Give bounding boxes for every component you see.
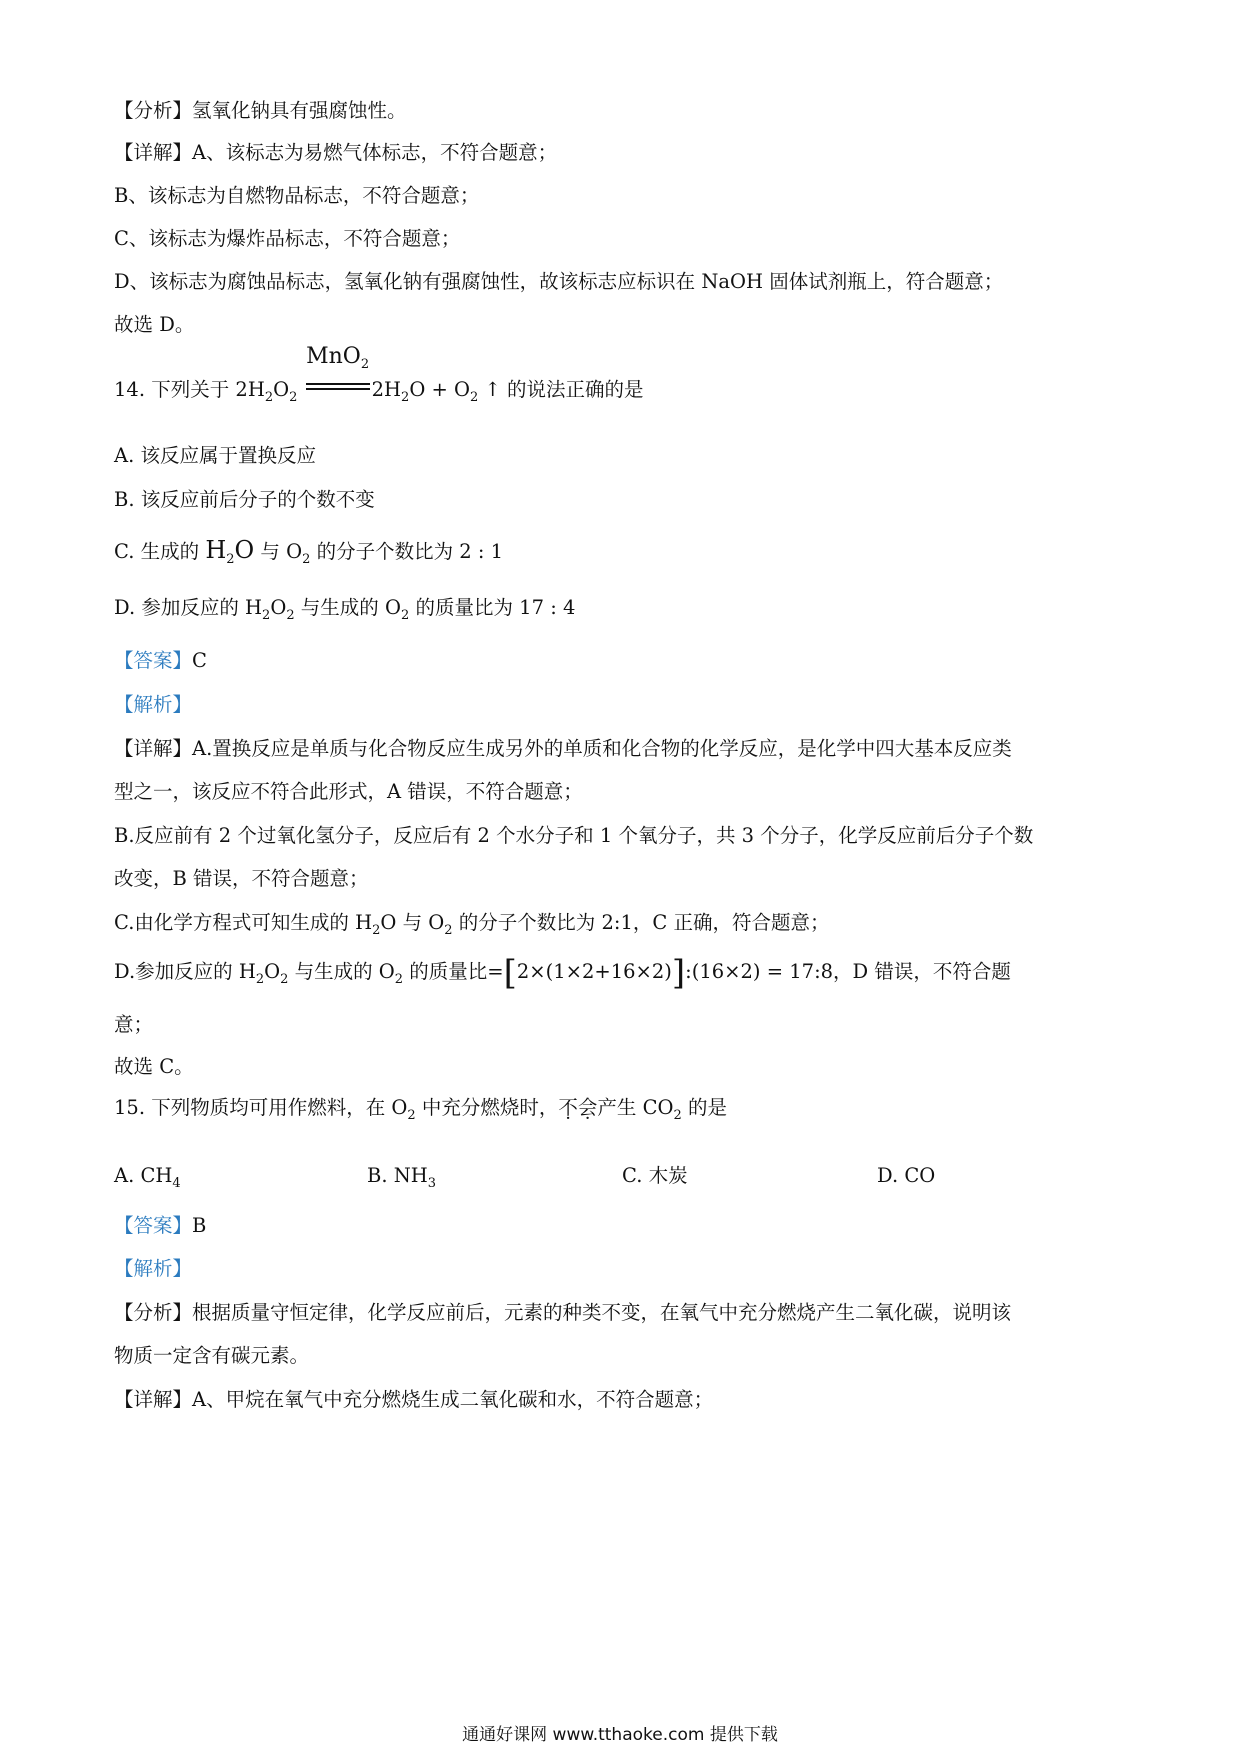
q15-option-d: D. CO: [877, 1164, 936, 1187]
detail-line-a: 【详解】A、该标志为易燃气体标志，不符合题意；: [114, 141, 558, 164]
q15-analysis-2: 物质一定含有碳元素。: [114, 1344, 310, 1367]
reaction-condition-arrow: MnO$_2$: [306, 377, 370, 405]
question-14-stem: 14. 下列关于 $2H_2O_2$ MnO$_2$ $2H_2O + O_2$ ↑ 的说法正确的是: [114, 343, 644, 405]
q14-option-d: D. 参加反应的 $H_2O_2$ 与生成的 $O_2$ 的质量比为 17 : 4: [114, 596, 576, 623]
q14-option-b: B. 该反应前后分子的个数不变: [114, 488, 375, 511]
q14-analysis-label: 【解析】: [114, 693, 193, 716]
q14-detail-1: 【详解】A.置换反应是单质与化合物反应生成另外的单质和化合物的化学反应，是化学中四大基本反应类: [114, 737, 1012, 760]
q14-detail-4: 改变，B 错误，不符合题意；: [114, 867, 369, 890]
q14-option-a: A. 该反应属于置换反应: [114, 444, 316, 467]
q15-analysis-1: 【分析】根据质量守恒定律，化学反应前后，元素的种类不变，在氧气中充分燃烧产生二氧化碳，说明该: [114, 1301, 1012, 1324]
detail-line-d: D、该标志为腐蚀品标志，氢氧化钠有强腐蚀性，故该标志应标识在 NaOH 固体试剂瓶上，符合题意；: [114, 270, 1004, 293]
q15-answer: 【答案】B: [114, 1214, 207, 1237]
q14-detail-3: B.反应前有 2 个过氧化氢分子，反应后有 2 个水分子和 1 个氧分子，共 3 个分子，化学反应前后分子个数: [114, 824, 1034, 847]
detail-line-c: C、该标志为爆炸品标志，不符合题意；: [114, 227, 461, 250]
question-15-stem: 15. 下列物质均可用作燃料，在 $O_2$ 中充分燃烧时，不会产生 $CO_2$ 的是: [114, 1096, 728, 1123]
q14-answer: 【答案】C: [114, 649, 207, 672]
q14-detail-2: 型之一，该反应不符合此形式，A 错误，不符合题意；: [114, 780, 583, 803]
q14-conclusion: 故选 C。: [114, 1055, 194, 1078]
q14-detail-7: 意；: [114, 1013, 154, 1036]
q14-detail-5: C.由化学方程式可知生成的 $H_2O$ 与 $O_2$ 的分子个数比为 2:1，C 正确，符合题意；: [114, 911, 830, 938]
q14-option-c: C. 生成的 $H_2O$ 与 $O_2$ 的分子个数比为 2 : 1: [114, 536, 504, 567]
q15-option-b: B. $NH_3$: [367, 1164, 437, 1191]
page-footer: 通通好课网 www.tthaoke.com 提供下载: [462, 1725, 778, 1745]
q15-analysis-label: 【解析】: [114, 1257, 193, 1280]
analysis-line: 【分析】氢氧化钠具有强腐蚀性。: [114, 99, 407, 122]
q14-detail-6: D.参加反应的 $H_2O_2$ 与生成的 $O_2$ 的质量比=[2×(1×2+16×2)]:(16×2) = 17:8，D 错误，不符合题: [114, 953, 1011, 993]
q15-option-c: C. 木炭: [622, 1164, 688, 1187]
q15-option-a: A. $CH_4$: [114, 1164, 181, 1191]
q15-detail-a: 【详解】A、甲烷在氧气中充分燃烧生成二氧化碳和水，不符合题意；: [114, 1388, 714, 1411]
detail-line-b: B、该标志为自燃物品标志，不符合题意；: [114, 184, 480, 207]
conclusion-line: 故选 D。: [114, 313, 195, 336]
